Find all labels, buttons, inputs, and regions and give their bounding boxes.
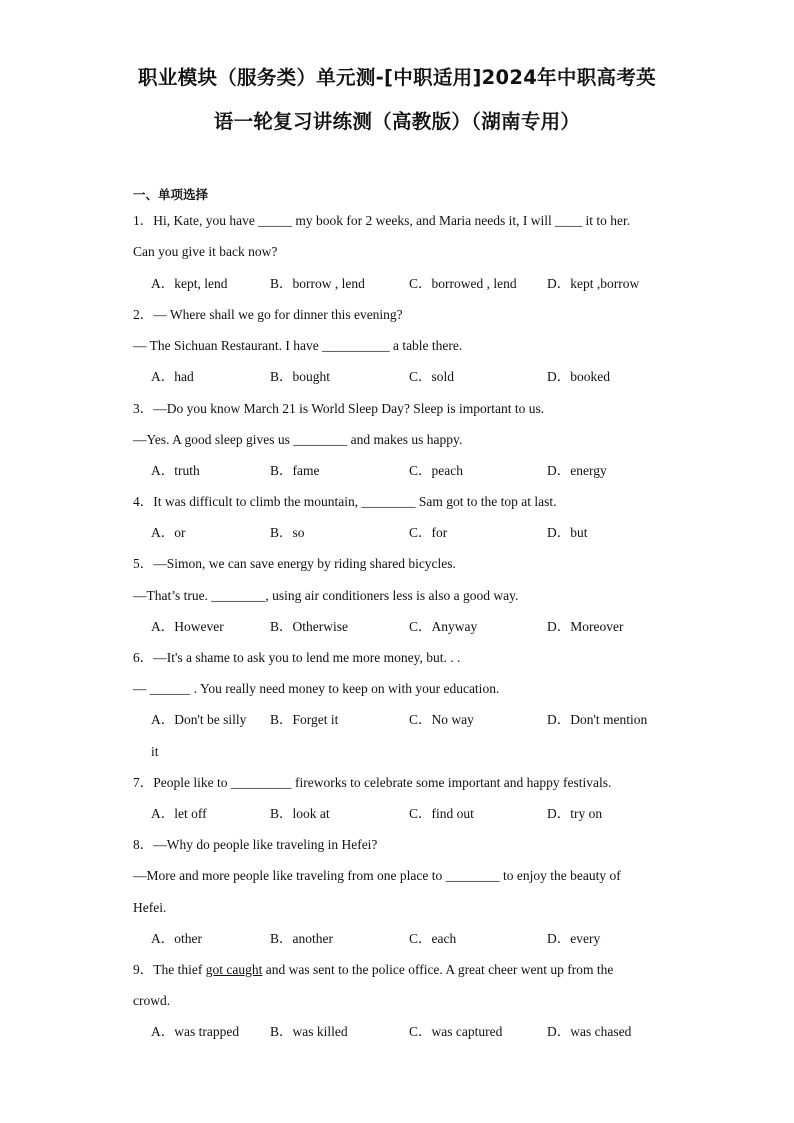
question-5-stem-line-2: —That’s true. ________, using air conditioners less is also a good way. (133, 588, 519, 603)
question-9-option-b[interactable]: B．was killed (270, 1024, 348, 1039)
question-6-stem-line-2: — ______ . You really need money to keep on with your education. (133, 681, 500, 696)
question-1-option-d[interactable]: D．kept ,borrow (547, 276, 640, 291)
question-1-option-a[interactable]: A．kept, lend (151, 276, 228, 291)
question-6-option-c[interactable]: C．No way (409, 712, 474, 727)
question-5-option-d[interactable]: D．Moreover (547, 619, 624, 634)
question-6-option-b[interactable]: B．Forget it (270, 712, 339, 727)
question-2-option-b[interactable]: B．bought (270, 369, 331, 384)
question-5-option-b[interactable]: B．Otherwise (270, 619, 348, 634)
question-3-option-b[interactable]: B．fame (270, 463, 320, 478)
question-2-option-c[interactable]: C．sold (409, 369, 455, 384)
question-4-option-d[interactable]: D．but (547, 525, 588, 540)
document-title-line-1: 职业模块（服务类）单元测-[中职适用]2024年中职高考英 (138, 66, 656, 89)
question-7-option-a[interactable]: A．let off (151, 806, 207, 821)
question-9-option-d[interactable]: D．was chased (547, 1024, 632, 1039)
question-7-option-d[interactable]: D．try on (547, 806, 603, 821)
question-9-stem-line-2: crowd. (133, 993, 171, 1008)
question-9-stem-before: 9．The thief (133, 962, 206, 977)
question-3-stem-line-1: 3．—Do you know March 21 is World Sleep Day? Sleep is important to us. (133, 401, 545, 416)
question-8-stem-line-1: 8．—Why do people like traveling in Hefei? (133, 837, 378, 852)
question-1-option-b[interactable]: B．borrow , lend (270, 276, 365, 291)
section-heading: 一、单项选择 (133, 187, 209, 202)
question-1-option-c[interactable]: C．borrowed , lend (409, 276, 517, 291)
question-1-stem-line-2: Can you give it back now? (133, 244, 278, 259)
question-7-option-c[interactable]: C．find out (409, 806, 474, 821)
question-9-stem-line-1 (133, 961, 613, 979)
question-2-stem-line-1: 2．— Where shall we go for dinner this evening? (133, 307, 403, 322)
question-8-option-a[interactable]: A．other (151, 931, 202, 946)
question-8-stem-line-2: —More and more people like traveling from one place to ________ to enjoy the beauty of (133, 868, 621, 883)
question-6-option-d-wrap: it (151, 744, 159, 759)
question-8-option-c[interactable]: C．each (409, 931, 457, 946)
question-9-underlined-phrase: got caught (205, 962, 263, 977)
question-1-stem-line-1: 1．Hi, Kate, you have _____ my book for 2 weeks, and Maria needs it, I will ____ it to her. (133, 213, 631, 228)
question-6-option-a[interactable]: A．Don't be silly (151, 712, 247, 727)
question-3-option-d[interactable]: D．energy (547, 463, 607, 478)
question-9-option-a[interactable]: A．was trapped (151, 1024, 240, 1039)
question-9-stem-after: and was sent to the police office. A great cheer went up from the (262, 962, 614, 977)
question-4-stem-line-1: 4．It was difficult to climb the mountain, ________ Sam got to the top at last. (133, 494, 557, 509)
question-5-option-c[interactable]: C．Anyway (409, 619, 478, 634)
question-8-option-b[interactable]: B．another (270, 931, 333, 946)
question-7-stem-line-1: 7．People like to _________ fireworks to celebrate some important and happy festivals. (133, 775, 612, 790)
question-6-option-d[interactable]: D．Don't mention (547, 712, 648, 727)
question-3-option-a[interactable]: A．truth (151, 463, 200, 478)
question-5-stem-line-1: 5．—Simon, we can save energy by riding shared bicycles. (133, 556, 456, 571)
question-3-stem-line-2: —Yes. A good sleep gives us ________ and makes us happy. (133, 432, 463, 447)
question-4-option-a[interactable]: A．or (151, 525, 186, 540)
document-title-line-2: 语一轮复习讲练测（高教版）（湖南专用） (213, 110, 581, 133)
question-8-option-d[interactable]: D．every (547, 931, 601, 946)
question-7-option-b[interactable]: B．look at (270, 806, 330, 821)
question-5-option-a[interactable]: A．However (151, 619, 224, 634)
question-2-stem-line-2: — The Sichuan Restaurant. I have __________ a table there. (133, 338, 463, 353)
question-6-stem-line-1: 6．—It's a shame to ask you to lend me more money, but. . . (133, 650, 461, 665)
question-8-stem-line-3: Hefei. (133, 900, 167, 915)
question-4-option-c[interactable]: C．for (409, 525, 448, 540)
question-2-option-a[interactable]: A．had (151, 369, 194, 384)
question-2-option-d[interactable]: D．booked (547, 369, 610, 384)
question-3-option-c[interactable]: C．peach (409, 463, 463, 478)
question-4-option-b[interactable]: B．so (270, 525, 305, 540)
question-9-option-c[interactable]: C．was captured (409, 1024, 503, 1039)
